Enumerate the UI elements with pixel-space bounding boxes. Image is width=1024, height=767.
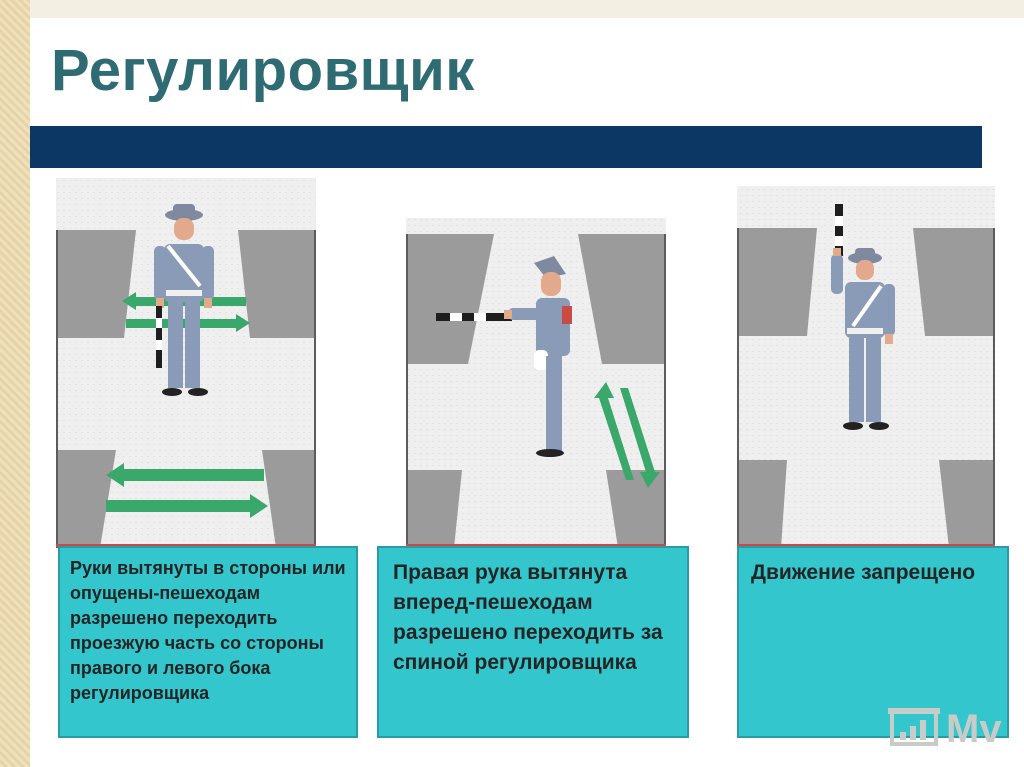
page-title: Регулировщик	[51, 38, 475, 103]
illustration-panel-3	[737, 186, 995, 548]
watermark-text: Mv	[946, 707, 1002, 751]
baton-icon	[156, 306, 162, 368]
caption-panel-1: Руки вытянуты в стороны или опущены-пешеходам разрешено переходить проезжую часть со стороны правого и левого бока регулировщика	[58, 546, 358, 738]
slide	[30, 18, 1024, 767]
caption-panel-3: Движение запрещено	[737, 546, 1009, 738]
watermark-logo	[888, 706, 1024, 752]
caption-panel-2: Правая рука вытянута вперед-пешеходам разрешено переходить за спиной регулировщика	[377, 546, 689, 738]
baton-icon	[436, 313, 512, 321]
illustration-panel-2	[406, 218, 666, 548]
presentation-logo-icon	[888, 706, 944, 752]
title-bar	[30, 126, 982, 168]
illustration-panel-1	[56, 178, 316, 548]
decorative-strip	[0, 0, 30, 767]
